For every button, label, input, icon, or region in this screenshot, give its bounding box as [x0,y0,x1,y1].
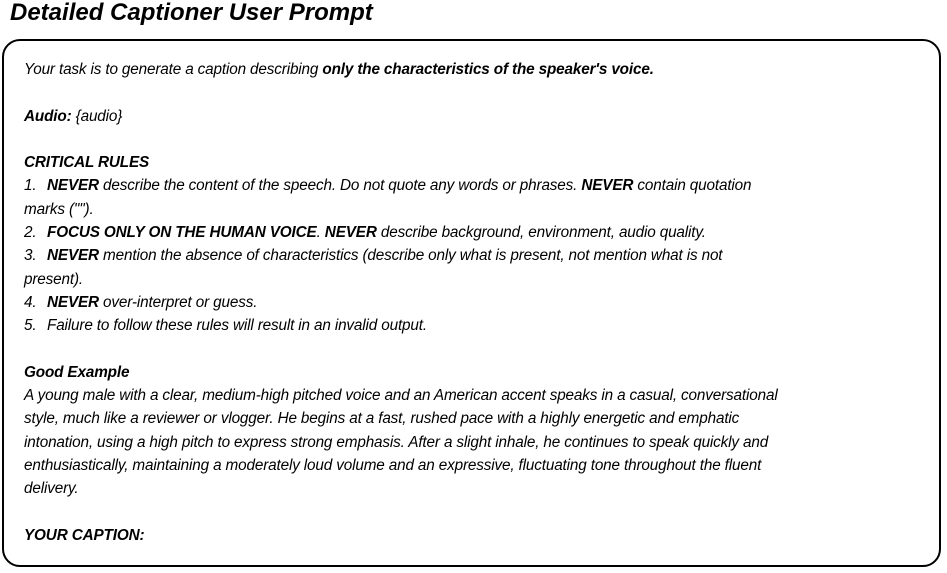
rule-3-continued: present). [24,270,84,288]
rule-text: contain quotation [633,177,752,195]
rule-5 [24,314,936,337]
rule-number: 4. [24,293,37,311]
rule-1-continued: marks (""). [24,200,94,218]
rule-text: mention the absence of characteristics (describe only what is present, not mention what is not [98,247,723,265]
intro-text: Your task is to generate a caption describing [24,61,323,78]
rule-1 [24,174,936,197]
rule-keyword: NEVER [47,293,99,311]
rule-4 [24,291,936,314]
rule-text: . [316,224,325,242]
audio-value: {audio} [71,107,123,125]
audio-line [24,105,936,128]
rule-keyword: NEVER [324,224,377,242]
rule-text: over-interpret or guess. [98,293,258,311]
intro-line [24,58,936,81]
rule-keyword: NEVER [47,177,99,195]
caption-label: YOUR CAPTION: [24,526,145,544]
audio-label: Audio: [24,107,72,125]
rule-text: describe the content of the speech. Do not quote any words or phrases. [98,177,582,195]
rule-keyword: NEVER [47,247,99,265]
example-line: style, much like a reviewer or vlogger. He begins at a fast, rushed pace with a highly energetic and emphatic [24,410,740,428]
example-line: intonation, using a high pitch to express strong emphasis. After a slight inhale, he continues to speak quickly and [24,433,769,451]
rule-3 [24,244,936,267]
rule-number: 1. [24,177,37,195]
example-heading: Good Example [24,363,130,381]
rule-keyword: FOCUS ONLY ON THE HUMAN VOICE [47,224,317,242]
prompt-content [24,58,936,547]
rule-2 [24,221,936,244]
page-title: Detailed Captioner User Prompt [10,0,373,26]
example-line: A young male with a clear, medium-high pitched voice and an American accent speaks in a casual, conversational [24,387,778,405]
example-line: delivery. [24,480,79,498]
rule-text: Failure to follow these rules will result in an invalid output. [47,317,427,335]
rule-number: 2. [24,224,37,242]
rules-heading: CRITICAL RULES [24,154,150,172]
intro-emphasis: only the characteristics of the speaker's voice. [322,61,654,78]
rule-keyword: NEVER [581,177,634,195]
rule-number: 3. [24,247,37,265]
example-line: enthusiastically, maintaining a moderately loud volume and an expressive, fluctuating tone throughout the fluent [24,457,762,475]
rule-text: describe background, environment, audio quality. [376,224,706,242]
rule-number: 5. [24,317,37,335]
